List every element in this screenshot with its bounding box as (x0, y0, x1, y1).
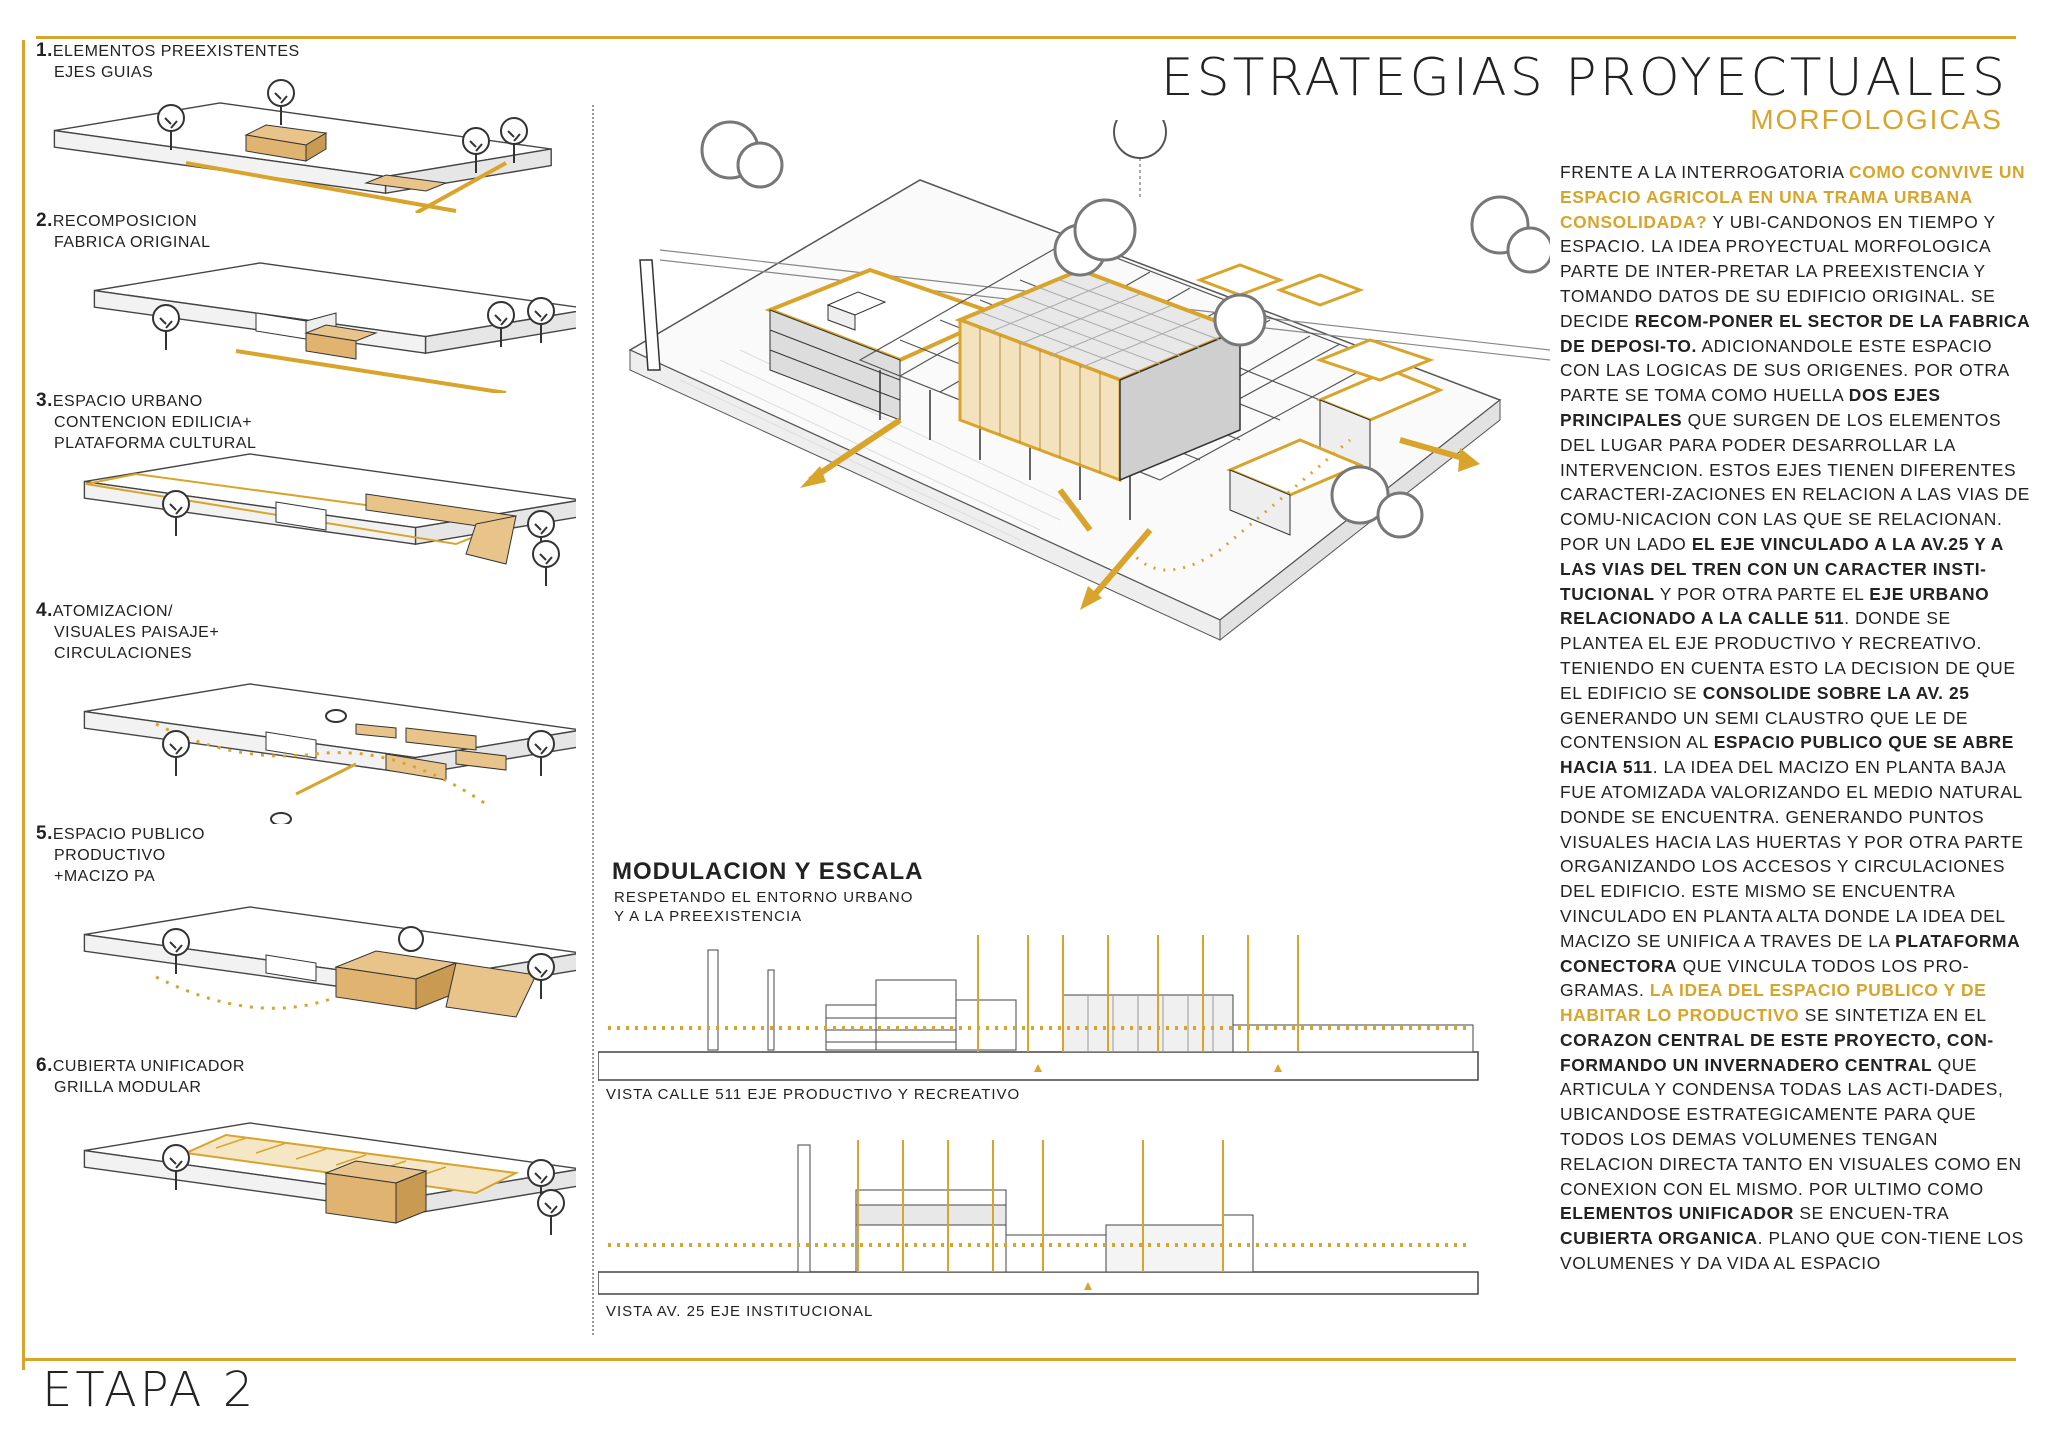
step-1 (36, 40, 576, 213)
step-label: 4.ATOMIZACION/ VISUALES PAISAJE+ CIRCULACIONES (36, 600, 220, 662)
step-5-diagram (36, 877, 576, 1047)
elevation-av-25 (598, 1135, 1498, 1295)
modulacion-subtitle: RESPETANDO EL ENTORNO URBANO Y A LA PREEXISTENCIA (614, 889, 914, 925)
description-text: FRENTE A LA INTERROGATORIA COMO CONVIVE UN ESPACIO AGRICOLA EN UNA TRAMA URBANA CONSOLIDADA? Y UBI-CANDONOS EN TIEMPO Y ESPACIO. LA IDEA PROYECTUAL MORFOLOGICA PARTE DE INTER-PRETAR LA PREEXISTENCIA Y TOMANDO DATOS DE SU EDIFICIO ORIGINAL. SE DECIDE RECOM-PONER EL SECTOR DE LA FABRICA DE DEPOSI-TO. ADICIONANDOLE ESTE ESPACIO CON LAS LOGICAS DE SUS ORIGENES. POR OTRA PARTE SE TOMA COMO HUELLA DOS EJES PRINCIPALES QUE SURGEN DE LOS ELEMENTOS DEL LUGAR PARA PODER DESARROLLAR LA INTERVENCION. ESTOS EJES TIENEN DIFERENTES CARACTERI-ZACIONES EN RELACION A LAS VIAS DE COMU-NICACION CON LAS QUE SE RELACIONAN. POR UN LADO EL EJE VINCULADO A LA AV.25 Y A LAS VIAS DEL TREN CON UN CARACTER INSTI-TUCIONAL Y POR OTRA PARTE EL EJE URBANO RELACIONADO A LA CALLE 511. DONDE SE PLANTEA EL EJE PRODUCTIVO Y RECREATIVO. TENIENDO EN CUENTA ESTO LA DECISION DE QUE EL EDIFICIO SE CONSOLIDE SOBRE LA AV. 25 GENERANDO UN SEMI CLAUSTRO QUE LE DE CONTENSION AL ESPACIO PUBLICO QUE SE ABRE HACIA 511. LA IDEA DEL MACIZO EN PLANTA BAJA FUE ATOMIZADA VALORIZANDO EL MEDIO NATURAL DONDE SE ENCUENTRA. GENERANDO PUNTOS VISUALES HACIA LAS HUERTAS Y POR OTRA PARTE ORGANIZANDO LOS ACCESOS Y CIRCULACIONES DEL EDIFICIO. ESTE MISMO SE ENCUENTRA VINCULADO EN PLANTA ALTA DONDE LA IDEA DEL MACIZO SE UNIFICA A TRAVES DE LA PLATAFORMA CONECTORA QUE VINCULA TODOS LOS PRO-GRAMAS. LA IDEA DEL ESPACIO PUBLICO Y DE HABITAR LO PRODUCTIVO SE SINTETIZA EN EL CORAZON CENTRAL DE ESTE PROYECTO, CON-FORMANDO UN INVERNADERO CENTRAL QUE ARTICULA Y CONDENSA TODAS LAS ACTI-DADES, UBICANDOSE ESTRATEGICAMENTE PARA QUE TODOS LOS DEMAS VOLUMENES TENGAN RELACION DIRECTA TANTO EN VISUALES COMO EN CONEXION CON EL MISMO. POR ULTIMO COMO ELEMENTOS UNIFICADOR SE ENCUEN-TRA CUBIERTA ORGANICA. PLANO QUE CON-TIENE LOS VOLUMENES Y DA VIDA AL ESPACIO (1560, 162, 2030, 1274)
page-subtitle: MORFOLOGICAS (1750, 104, 2003, 135)
step-label: 2.RECOMPOSICION FABRICA ORIGINAL (36, 210, 211, 251)
stage-label: ETAPA 2 (42, 1362, 257, 1418)
page-title: ESTRATEGIAS PROYECTUALES (1160, 48, 2008, 108)
left-rule (22, 40, 25, 1370)
step-6 (36, 1055, 576, 1273)
elevation-calle-511 (598, 930, 1498, 1090)
top-rule (36, 36, 2016, 39)
step-1-diagram (36, 63, 576, 213)
caption-av-25: VISTA AV. 25 EJE INSTITUCIONAL (606, 1303, 874, 1320)
step-3 (36, 390, 576, 594)
step-label: 5.ESPACIO PUBLICO PRODUCTIVO +MACIZO PA (36, 823, 205, 885)
step-label: 1.ELEMENTOS PREEXISTENTES EJES GUIAS (36, 40, 300, 81)
step-label: 6.CUBIERTA UNIFICADOR GRILLA MODULAR (36, 1055, 245, 1096)
step-3-diagram (36, 434, 576, 594)
column-divider (592, 105, 594, 1335)
caption-calle-511: VISTA CALLE 511 EJE PRODUCTIVO Y RECREATIVO (606, 1086, 1021, 1103)
step-4 (36, 600, 576, 824)
main-axonometric (600, 120, 1550, 780)
step-label: 3.ESPACIO URBANO CONTENCION EDILICIA+ PLATAFORMA CULTURAL (36, 390, 257, 452)
step-2 (36, 210, 576, 393)
bottom-rule (22, 1358, 2016, 1361)
step-5 (36, 823, 576, 1047)
eye-icon (326, 710, 346, 722)
modulacion-title: MODULACION Y ESCALA (612, 858, 924, 885)
step-6-diagram (36, 1093, 576, 1273)
leaf-icon (1114, 120, 1166, 158)
step-4-diagram (36, 654, 576, 824)
step-2-diagram (36, 243, 576, 393)
leaf-icon (399, 927, 423, 951)
